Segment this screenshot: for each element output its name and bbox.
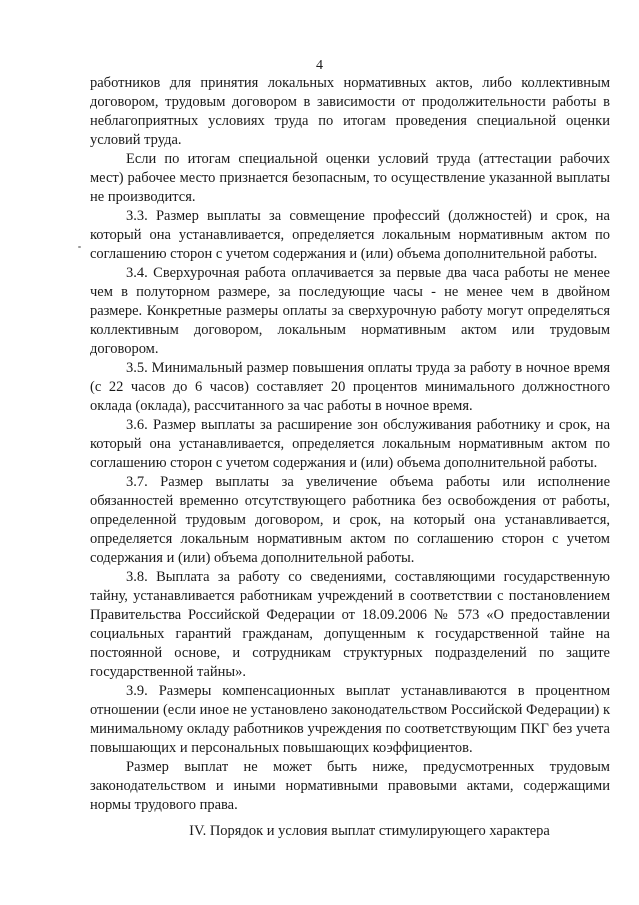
page-number: 4 [316, 58, 323, 73]
paragraph-safe-workplace: Если по итогам специальной оценки условий труда (аттестации рабочих мест) рабочее место признается безопасным, то осуществление указанной выплаты не производится. [90, 151, 610, 205]
paragraph-3-8: 3.8. Выплата за работу со сведениями, составляющими государственную тайну, устанавливается работникам учреждений в соответствии с постановлением Правительства Российской Федерации от 18.09.2006 № 573 «О предоставлении социальных гарантий гражданам, допущенным к государственной тайне на постоянной основе, и сотрудникам структурных подразделений по защите государственной тайны». [90, 569, 610, 680]
paragraph-continuation: работников для принятия локальных нормативных актов, либо коллективным договором, трудовым договором в зависимости от продолжительности работы в неблагоприятных условиях труда по итогам проведения специальной оценки условий труда. [90, 75, 610, 148]
paragraph-3-6: 3.6. Размер выплаты за расширение зон обслуживания работнику и срок, на который она устанавливается, определяется локальным нормативным актом по соглашению сторон с учетом содержания и (или) объема дополнительной работы. [90, 417, 610, 471]
paragraph-3-4: 3.4. Сверхурочная работа оплачивается за первые два часа работы не менее чем в полуторном размере, за последующие часы - не менее чем в двойном размере. Конкретные размеры оплаты за сверхурочную работу могут определяться коллективным договором, локальным нормативным актом или трудовым договором. [90, 265, 610, 357]
paragraph-3-9: 3.9. Размеры компенсационных выплат устанавливаются в процентном отношении (если иное не установлено законодательством Российской Федерации) к минимальному окладу работников учреждения по соответствующим ПКГ без учета повышающих и персональных повышающих коэффициентов. [90, 683, 610, 756]
document-body [90, 74, 610, 815]
section-heading: IV. Порядок и условия выплат стимулирующего характера [189, 823, 550, 839]
paragraph-3-3: 3.3. Размер выплаты за совмещение профессий (должностей) и срок, на который она устанавливается, определяется локальным нормативным актом по соглашению сторон с учетом содержания и (или) объема дополнительной работы. [90, 208, 610, 262]
paragraph-3-7: 3.7. Размер выплаты за увеличение объема работы или исполнение обязанностей временно отсутствующего работника без освобождения от работы, определенной трудовым договором, и срок, на который она устанавливается, определяется локальным нормативным актом по соглашению сторон с учетом содержания и (или) объема дополнительной работы. [90, 474, 610, 566]
paragraph-3-5: 3.5. Минимальный размер повышения оплаты труда за работу в ночное время (с 22 часов до 6 часов) составляет 20 процентов минимального должностного оклада (оклада), рассчитанного за час работы в ночное время. [90, 360, 610, 414]
margin-speck [78, 246, 81, 248]
paragraph-minimum-payments: Размер выплат не может быть ниже, предусмотренных трудовым законодательством и иными нормативными правовыми актами, содержащими нормы трудового права. [90, 759, 610, 813]
